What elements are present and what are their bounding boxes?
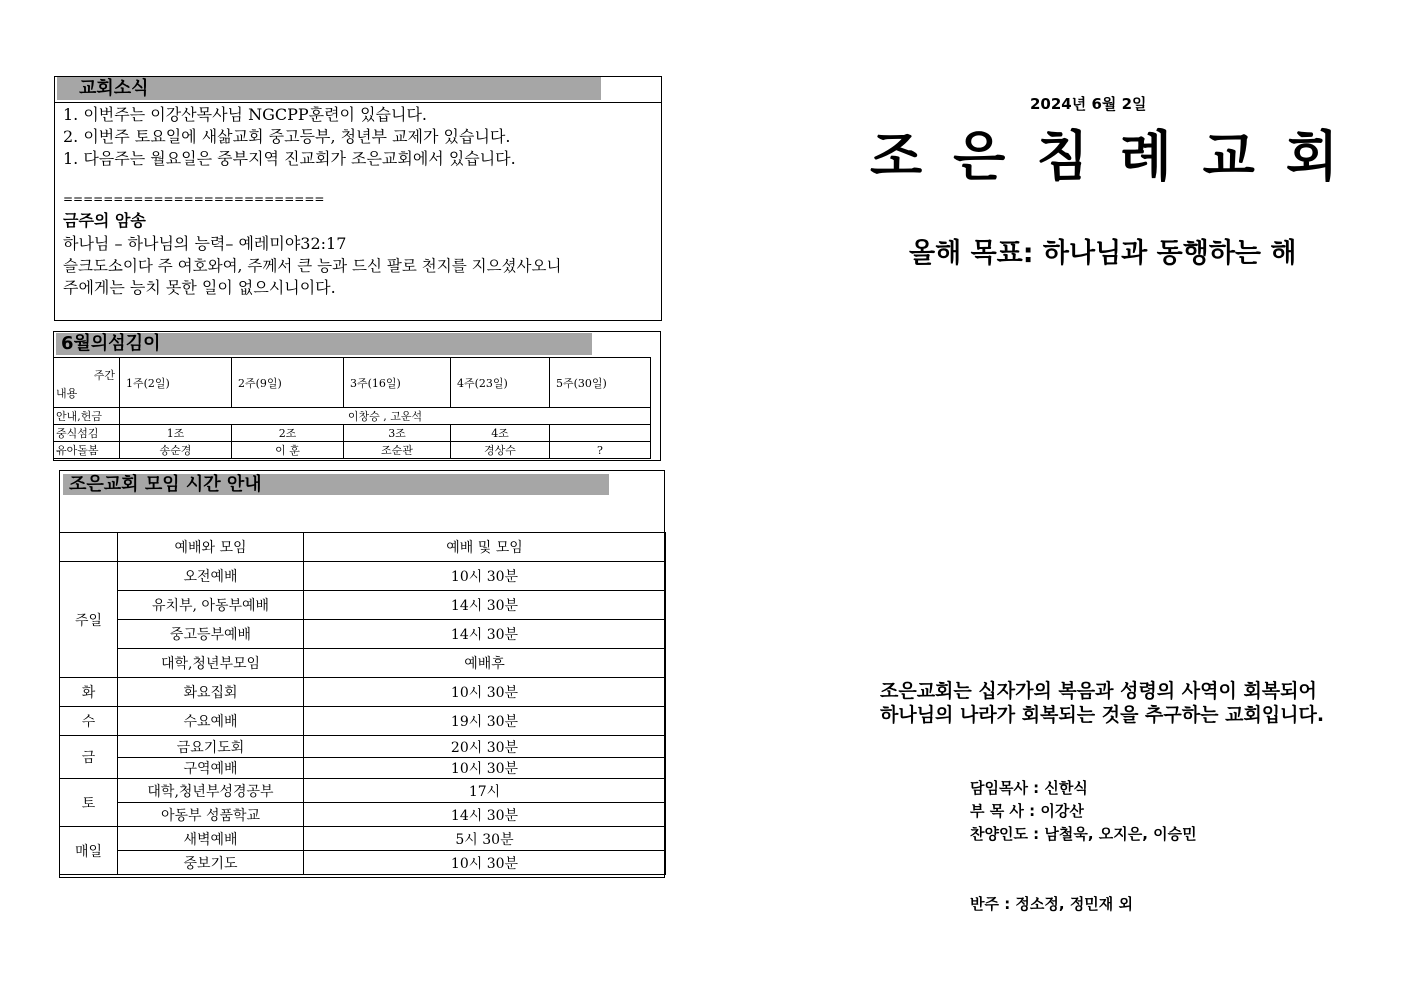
year-goal: 올해 목표: 하나님과 동행하는 해 xyxy=(909,238,1297,269)
day-cell: 토 xyxy=(60,779,118,827)
church-news-box xyxy=(54,76,662,321)
memory-verse-text: 주에게는 능치 못한 일이 없으시니이다. xyxy=(63,278,336,297)
news-item: 1. 다음주는 월요일은 중부지역 진교회가 조은교회에서 있습니다. xyxy=(63,149,516,168)
church-news-heading: 교회소식 xyxy=(57,77,601,100)
column-header: 예배 및 모임 xyxy=(304,533,666,562)
corner-cell xyxy=(54,358,120,408)
table-cell xyxy=(550,425,651,442)
table-row xyxy=(60,707,666,736)
table-row xyxy=(60,779,666,803)
row-label: 유아돌봄 xyxy=(54,442,120,459)
week-header: 4주(23일) xyxy=(451,358,550,408)
associate-pastor: 부 목 사 : 이강산 xyxy=(970,802,1084,820)
service-name: 오전예배 xyxy=(118,562,304,591)
table-row xyxy=(60,678,666,707)
news-item: 1. 이번주는 이강산목사님 NGCPP훈련이 있습니다. xyxy=(63,105,428,124)
corner-label-week: 주간 xyxy=(93,369,115,382)
senior-pastor: 담임목사 : 신한식 xyxy=(970,779,1088,797)
empty-header-cell xyxy=(60,533,118,562)
service-name: 대학,청년부성경공부 xyxy=(118,779,304,803)
day-cell: 금 xyxy=(60,736,118,779)
service-name: 새벽예배 xyxy=(118,827,304,851)
service-time: 10시 30분 xyxy=(304,678,666,707)
table-row xyxy=(60,736,666,758)
table-cell: 경상수 xyxy=(451,442,550,459)
table-cell: ? xyxy=(550,442,651,459)
news-item: 2. 이번주 토요일에 새삶교회 중고등부, 청년부 교제가 있습니다. xyxy=(63,127,511,146)
service-name: 중보기도 xyxy=(118,851,304,875)
row-label: 중식섬김 xyxy=(54,425,120,442)
table-cell: 송순경 xyxy=(120,442,232,459)
service-name: 대학,청년부모임 xyxy=(118,649,304,678)
service-time: 19시 30분 xyxy=(304,707,666,736)
service-name: 금요기도회 xyxy=(118,736,304,758)
church-news-divider-line xyxy=(55,102,661,103)
row-label: 안내,헌금 xyxy=(54,408,120,425)
day-cell: 매일 xyxy=(60,827,118,875)
memory-verse-text: 슬크도소이다 주 여호와여, 주께서 큰 능과 드신 팔로 천지를 지으셨사오니 xyxy=(63,257,562,275)
table-cell: 2조 xyxy=(232,425,344,442)
news-text-divider: ========================== xyxy=(63,192,325,206)
meeting-times-table xyxy=(59,532,666,875)
week-header: 3주(16일) xyxy=(344,358,451,408)
service-name: 구역예배 xyxy=(118,758,304,779)
service-time: 14시 30분 xyxy=(304,591,666,620)
table-row xyxy=(60,851,666,875)
table-row xyxy=(60,827,666,851)
table-row xyxy=(60,562,666,591)
meeting-times-heading: 조은교회 모임 시간 안내 xyxy=(63,474,609,495)
table-row xyxy=(60,803,666,827)
mission-statement: 하나님의 나라가 회복되는 것을 추구하는 교회입니다. xyxy=(880,704,1325,726)
service-time: 예배후 xyxy=(304,649,666,678)
mission-statement: 조은교회는 십자가의 복음과 성령의 사역이 회복되어 xyxy=(880,680,1317,702)
service-name: 중고등부예배 xyxy=(118,620,304,649)
table-row xyxy=(60,591,666,620)
table-row xyxy=(54,408,651,425)
june-servants-heading: 6월의섬김이 xyxy=(56,333,592,355)
table-row xyxy=(60,758,666,779)
day-cell: 수 xyxy=(60,707,118,736)
church-name-title: 조은침례교회 xyxy=(870,125,1369,188)
service-time: 10시 30분 xyxy=(304,758,666,779)
table-cell: 3조 xyxy=(344,425,451,442)
service-time: 17시 xyxy=(304,779,666,803)
service-name: 화요집회 xyxy=(118,678,304,707)
table-cell: 조순관 xyxy=(344,442,451,459)
june-servants-box xyxy=(53,331,661,461)
meeting-times-box xyxy=(59,470,665,878)
table-row xyxy=(54,442,651,459)
table-header-row xyxy=(60,533,666,562)
accompanists: 반주 : 정소정, 정민재 외 xyxy=(970,895,1133,913)
service-name: 아동부 성품학교 xyxy=(118,803,304,827)
memory-verse-reference: 하나님 – 하나님의 능력– 예레미야32:17 xyxy=(63,234,347,253)
worship-leaders: 찬양인도 : 남철욱, 오지은, 이승민 xyxy=(970,825,1197,843)
service-time: 20시 30분 xyxy=(304,736,666,758)
week-header: 5주(30일) xyxy=(550,358,651,408)
june-servants-table xyxy=(53,357,651,459)
table-header-row xyxy=(54,358,651,408)
week-header: 1주(2일) xyxy=(120,358,232,408)
week-header: 2주(9일) xyxy=(232,358,344,408)
table-cell: 4조 xyxy=(451,425,550,442)
memory-verse-title: 금주의 암송 xyxy=(63,211,146,230)
table-row xyxy=(60,620,666,649)
service-name: 수요예배 xyxy=(118,707,304,736)
service-name: 유치부, 아동부예배 xyxy=(118,591,304,620)
table-row xyxy=(54,425,651,442)
day-cell: 주일 xyxy=(60,562,118,678)
bulletin-date: 2024년 6월 2일 xyxy=(1030,95,1147,113)
service-time: 10시 30분 xyxy=(304,851,666,875)
service-time: 5시 30분 xyxy=(304,827,666,851)
service-time: 14시 30분 xyxy=(304,620,666,649)
service-time: 10시 30분 xyxy=(304,562,666,591)
day-cell: 화 xyxy=(60,678,118,707)
table-row xyxy=(60,649,666,678)
corner-label-content: 내용 xyxy=(56,387,78,400)
table-cell: 이 훈 xyxy=(232,442,344,459)
table-cell: 1조 xyxy=(120,425,232,442)
merged-cell: 이창승 , 고운석 xyxy=(120,408,651,425)
column-header: 예배와 모임 xyxy=(118,533,304,562)
service-time: 14시 30분 xyxy=(304,803,666,827)
